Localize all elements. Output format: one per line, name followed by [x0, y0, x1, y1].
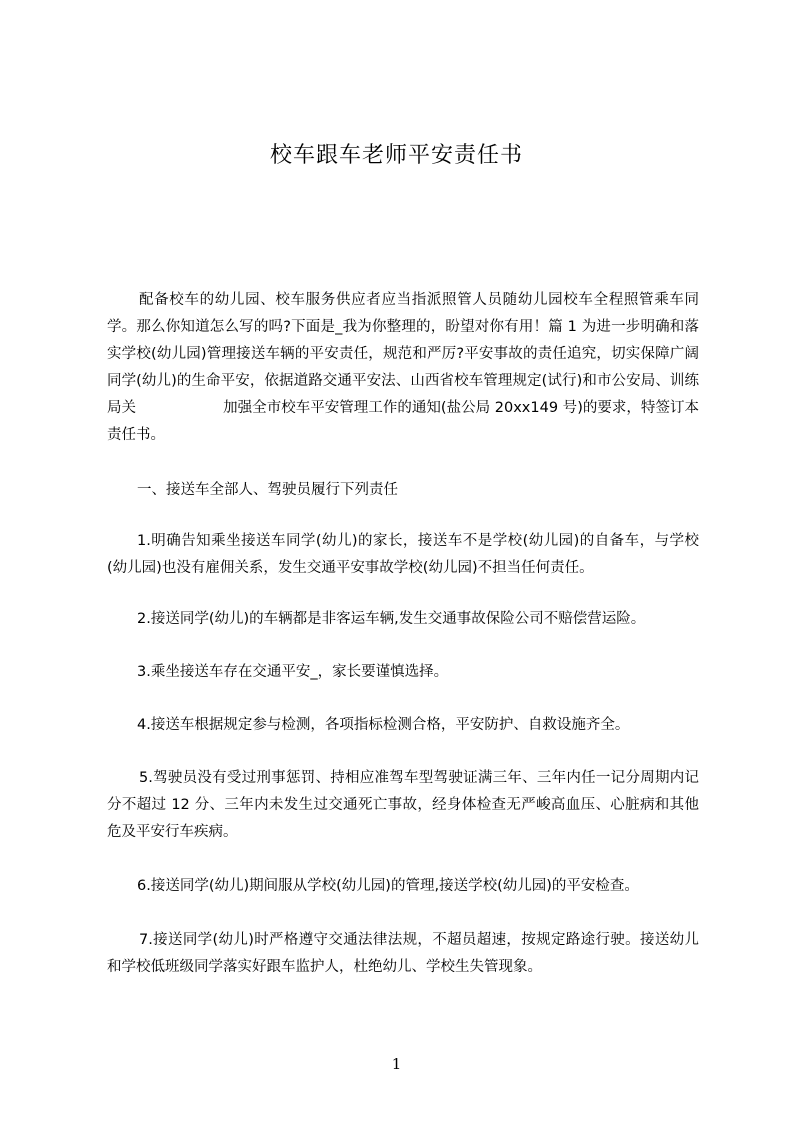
list-item: 7.接送同学(幼儿)时严格遵守交通法律法规，不超员超速，按规定路途行驶。接送幼儿和学校低班级同学落实好跟车监护人，杜绝幼儿、学校生失管现象。 [107, 932, 699, 975]
list-item: 6.接送同学(幼儿)期间服从学校(幼儿园)的管理,接送学校(幼儿园)的平安检查。 [137, 878, 639, 894]
document-title: 校车跟车老师平安责任书 [269, 143, 523, 168]
section-heading: 一、接送车全部人、驾驶员履行下列责任 [137, 482, 398, 498]
intro-paragraph: 配备校车的幼儿园、校车服务供应者应当指派照管人员随幼儿园校车全程照管乘车同学。那么你知道怎么写的吗?下面是_我为你整理的，盼望对你有用！篇 1 为进一步明确和落实学校(幼儿园)管理接送车辆的平安责任，规范和严厉?平安事故的责任追究，切实保障广阔同学(幼儿)的生命平安，依据道路交通平安法、山西省校车管理规定(试行)和市公安局、训练局关 加强全市校车平安管理工作的通知(盐公局 20xx149 号)的要求，特签订本责任书。 [107, 292, 699, 443]
list-item: 5.驾驶员没有受过刑事惩罚、持相应准驾车型驾驶证满三年、三年内任一记分周期内记分不超过 12 分、三年内未发生过交通死亡事故，经身体检查无严峻高血压、心脏病和其他危及平安行车疾病。 [107, 770, 699, 840]
list-item: 1.明确告知乘坐接送车同学(幼儿)的家长，接送车不是学校(幼儿园)的自备车，与学校(幼儿园)也没有雇佣关系，发生交通平安事故学校(幼儿园)不担当任何责任。 [107, 533, 699, 576]
list-item: 2.接送同学(幼儿)的车辆都是非客运车辆,发生交通事故保险公司不赔偿营运险。 [137, 611, 646, 627]
list-item: 3.乘坐接送车存在交通平安_，家长要谨慎选择。 [137, 664, 449, 680]
page-number: 1 [391, 1055, 402, 1073]
list-item: 4.接送车根据规定参与检测，各项指标检测合格，平安防护、自救设施齐全。 [137, 717, 630, 733]
